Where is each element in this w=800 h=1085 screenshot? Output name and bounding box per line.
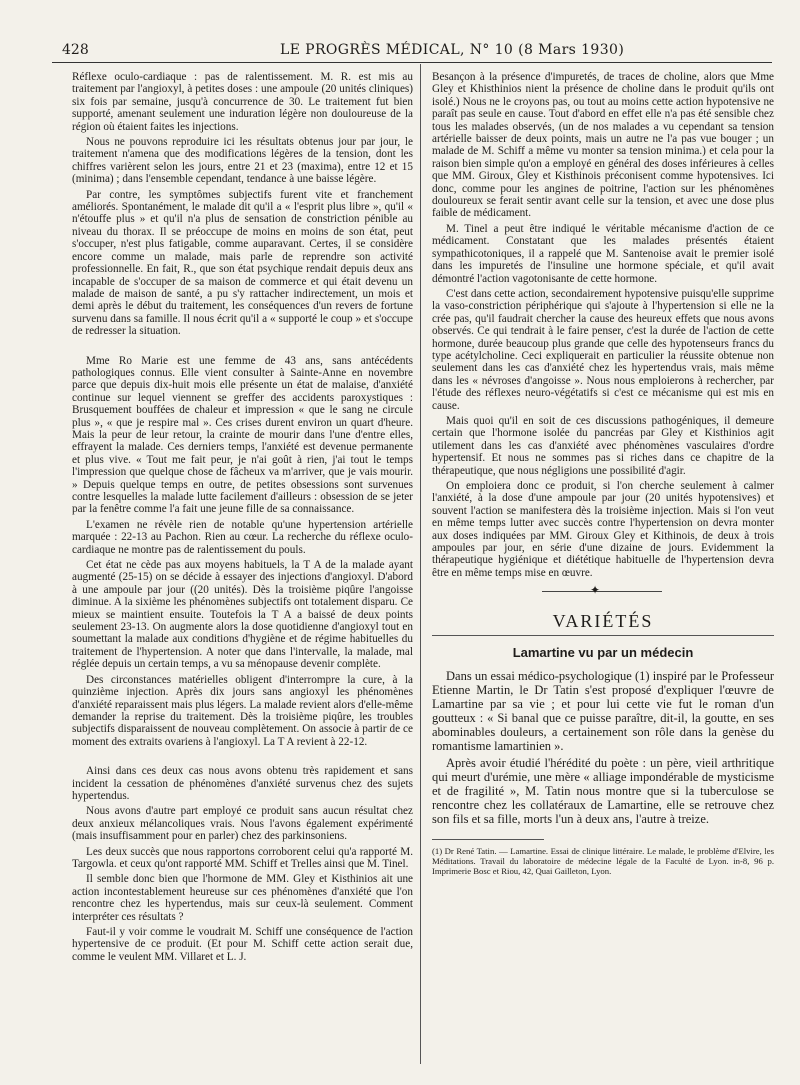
paragraph: Faut-il y voir comme le voudrait M. Schiff une conséquence de l'action hypertensive de ce produit. (Et pour M. Schiff cette action serait due, comme le veulent MM. Villaret et L. J. [72,926,413,963]
journal-title: LE PROGRÈS MÉDICAL, N° 10 (8 Mars 1930) [280,42,625,58]
header-rule [52,62,772,63]
paragraph: M. Tinel a peut être indiqué le véritable mécanisme d'action de ce médicament. Constatant que les malades présentés étaient sympathicotoniques, il a rappelé que M. Santenoise avait le premier isolé dans les impuretés de l'insuline une hormone spéciale, et qu'il avait démontré l'action vagotonisante de cette hormone. [432,222,774,285]
paragraph: Des circonstances matérielles obligent d'interrompre la cure, à la quinzième injection. Après dix jours sans angioxyl les phénomènes d'anxiété reparaissent mais plus légers. La malade revient alors d'elle-même demander la reprise du traitement. Dès la troisième piqûre, les troubles subjectifs disparaissent de nouveau complètement. On associe à partir de ce moment des extraits ovariens à l'angioxyl. La T A revient à 22-12. [72,673,413,748]
paragraph: Mais quoi qu'il en soit de ces discussions pathogéniques, il demeure certain que l'hormone isolée du pancréas par Gley et Kisthinios agit utilement dans les cas d'anxiété avec phénomènes vasculaires d'ordre hypertensif. Et nous ne sommes pas si riches dans ce chapitre de la thérapeutique, que nous négligions une possibilité d'agir. [432,414,774,477]
paragraph: Besançon à la présence d'impuretés, de traces de choline, alors que Mme Gley et Khisthinios nient la présence de choline dans le produit qu'ils ont isolé.) Nous ne le croyons pas, ou tout au moins cette action hypotensive ne paraît pas seule en cause. Tout d'abord en effet elle n'a pas été sensible chez tous les malades observés, (un de nos malades a vu cependant sa tension artérielle baisser de deux points, mais un autre ne l'a pas vue bouger ; un malade de M. Schiff a même vu monter sa tension minima.) et cela pour la raison bien simple qu'on a employé en général des doses inférieures à celles que MM. Giroux, Gley et Kisthinois préconisent comme hypotensives. Ici donc, comme pour les angines de poitrine, l'action sur les phénomènes douloureux se ferait sentir avant celle sur la tension, et avec une dose plus faible de médicament. [432,71,774,220]
footnote-rule [432,839,544,840]
paragraph: On emploiera donc ce produit, si l'on cherche seulement à calmer l'anxiété, à la dose d'une ampoule par jour (20 unités hypotensives) et souvent l'action se manifestera dès la troisième injection. Mais si l'on veut en même temps lutter avec succès contre l'hypertension on devra monter aux doses indiquées par MM. Giroux Gley et Kithinois, de deux à trois ampoules par jour, en série d'une dizaine de jours. Evidemment la thérapeutique hygiénique et diététique habituelle de l'hypertension devra être en même temps mise en œuvre. [432,480,774,579]
section-rule [432,635,774,636]
column-divider [420,64,421,1064]
page-number: 428 [62,42,89,58]
paragraph: C'est dans cette action, secondairement hypotensive puisqu'elle supprime la vaso-constriction périphérique qui s'ajoute à l'hypertension si elle ne la crée pas, qu'il faudrait chercher la cause des heureux effets que nous avons observés. Ce qui tendrait à le faire penser, c'est la durée de l'action de cette hormone, durée beaucoup plus grande que celle des hypotenseurs francs du type acétylcholine. Ceci expliquerait en particulier la réussite obtenue non seulement dans les cas d'anxiété chez les hypertendus vrais, mais même dans les « névroses d'angoisse ». Nous nous emploierons à rechercher, par l'étude des réflexes neuro-végétatifs si c'est ce mécanisme qui est mis en cause. [432,287,774,412]
paragraph: Par contre, les symptômes subjectifs furent vite et franchement améliorés. Spontanément, le malade dit qu'il a « l'esprit plus libre », qu'il « n'étouffe plus » et qu'il n'a plus de sensation de constriction pénible au niveau du thorax. Il se préoccupe de moins en moins de son état, peut s'occuper, n'est plus fatigable, comme auparavant. Certes, il se considère encore comme un malade, mais parle de reprendre son activité professionnelle. En fait, R., que son état psychique rendait depuis deux ans incapable de s'occuper de sa maison de commerce et qui était devenu un malade de maison de santé, a pu s'y rattacher indirectement, un mois et demi après le début du traitement, les conséquences d'un revers de fortune survenu dans sa famille. Il nous écrit qu'il a « supporté le coup » et s'occupe de redresser la situation. [72,188,413,338]
section-ornament [432,583,774,598]
paragraph: Nous avons d'autre part employé ce produit sans aucun résultat chez deux anxieux mélancoliques vrais. Nous l'avons également expérimenté (mais insuffisamment pour en parler) chez des parkinsoniens. [72,805,413,843]
section-title: VARIÉTÉS [552,611,654,632]
right-column [432,71,774,876]
ornament-icon: ✦ [590,583,601,598]
page-header [52,38,767,60]
paragraph: Réflexe oculo-cardiaque : pas de ralentissement. M. R. est mis au traitement par l'angioxyl, à petites doses : une ampoule (20 unités cliniques) six fois par semaine, jusqu'à concurrence de 30. Le traitement fut bien supporté, amenant seulement une induration légère non douloureuse de la région où étaient faites les injections. [72,71,413,133]
paragraph: Ainsi dans ces deux cas nous avons obtenu très rapidement et sans incident la cessation de phénomènes d'anxiété survenus chez des sujets hypertendus. [72,765,413,802]
paragraph: Il semble donc bien que l'hormone de MM. Gley et Kisthinios ait une action incontestablement heureuse sur ces phénomènes d'anxiété que l'on rencontre chez les hypertendus, mais sur ceux-là seulement. Comment interpréter ces résultats ? [72,873,413,923]
footnote: (1) Dr René Tatin. — Lamartine. Essai de clinique littéraire. Le malade, le problème d'Elvire, les Méditations. Travail du laboratoire de médecine légale de la Faculté de Lyon. in-8, 96 p. Imprimerie Bosc et Riou, 42, Quai Gailleton, Lyon. [432,846,774,877]
article-paragraph: Après avoir étudié l'hérédité du poète : un père, vieil arthritique qui meurt d'urémie, une mère « alliage impondérable de mysticisme et de fragilité », M. Tatin nous montre que si la tuberculose se rencontre chez les collatéraux de Lamartine, elle se retrouve chez son fils et sa fille, morts l'un à deux ans, l'autre à treize. [432,756,774,827]
paragraph: Mme Ro Marie est une femme de 43 ans, sans antécédents pathologiques connus. Elle vient consulter à Sainte-Anne en novembre parce que depuis dix-huit mois elle présente un état de malaise, d'anxiété continue sur lequel viennent se greffer des accidents paroxystiques : Brusquement bouffées de chaleur et impression « que le sang ne circule plus », « que je respire mal ». Ces crises durent environ un quart d'heure. Mais la peur de leur retour, la crainte de mourir dans l'une d'entre elles, effrayent la malade. Ces derniers temps, l'anxiété est devenue permanente et plus vive. « Tout me fait peur, je n'ai goût à rien, j'ai tout le temps l'impression que quelque chose de fâcheux va m'arriver, que je vais mourir. » Depuis quelque temps en outre, de petites obsessions sont survenues contre lesquelles la malade lutte facilement d'ailleurs : obsession de se jeter par la fenêtre comme l'a fait une jeune fille de sa connaissance. [72,354,413,516]
paragraph: Cet état ne cède pas aux moyens habituels, la T A de la malade ayant augmenté (25-15) on se décide à essayer des injections d'angioxyl. D'abord à une ampoule par jour ((20 unités). Dès la troisième piqûre l'angoisse diminue. A la sixième les phénomènes subjectifs ont totalement disparu. Ce mieux se maintient ensuite. Toutefois la T A a baissé de deux points seulement 23-13. On augmente alors la dose quotidienne d'angioxyl tout en soumettant la malade aux conditions d'hygiène et de régime habituelles du traitement de l'hypertension. A noter que dans l'intervalle, la malade, mal réglée depuis un certain temps, a vu sa ménopause devenir complète. [72,559,413,671]
article-paragraph: Dans un essai médico-psychologique (1) inspiré par le Professeur Etienne Martin, le Dr Tatin s'est proposé d'expliquer l'œuvre de Lamartine par sa vie ; et pour lui cette vie fut le roman d'un goutteux : « Si banal que ce puisse paraître, dit-il, la goutte, en ses abominables douleurs, a certainement son rôle dans la genèse du romantisme lamartinien ». [432,669,774,754]
paragraph-gap [72,341,413,355]
paragraph: Les deux succès que nous rapportons corroborent celui qu'a rapporté M. Targowla. et ceux qu'ont rapporté MM. Schiff et Trelles ainsi que M. Tinel. [72,845,413,870]
article-title: Lamartine vu par un médecin [512,644,694,660]
paragraph-gap [72,751,413,765]
paragraph: Nous ne pouvons reproduire ici les résultats obtenus jour par jour, le traitement n'amena que des modifications légères de la tension, dont les chiffres varièrent selon les jours, entre 21 et 23 (maxima), entre 12 et 15 (minima) ; dans l'ensemble cependant, tendance à une baisse légère. [72,136,413,186]
left-column [72,71,413,966]
paragraph: L'examen ne révèle rien de notable qu'une hypertension artérielle marquée : 22-13 au Pachon. Rien au cœur. La recherche du réflexe oculo-cardiaque ne montre pas de ralentissement du pouls. [72,518,413,556]
